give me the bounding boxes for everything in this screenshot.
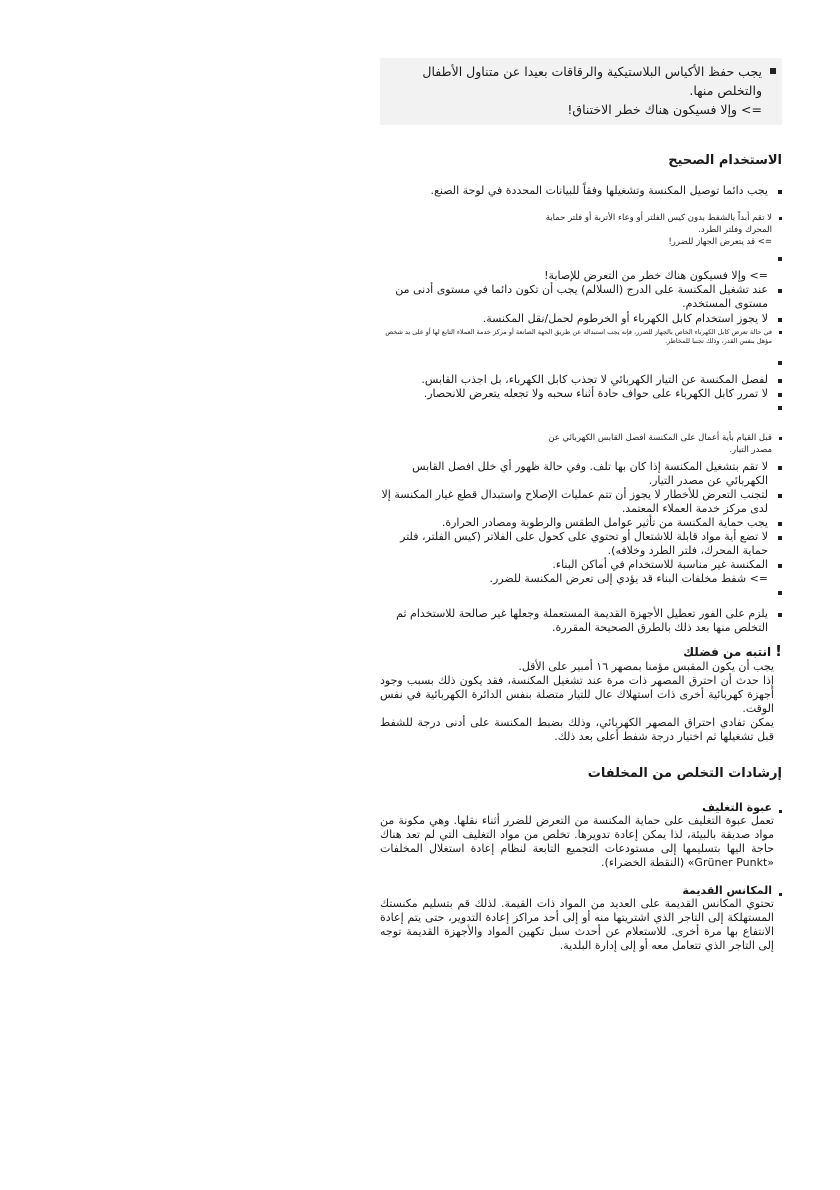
item-text: لفصل المكنسة عن التيار الكهربائي لا تجذب كابل الكهرباء، بل اجذب القابس. xyxy=(421,373,768,386)
item-text: لتجنب التعرض للأخطار لا يجوز أن تتم عمليات الإصلاح واستبدال قطع غيار المكنسة إلا لدى مركز خدمة العملاء المعتمد. xyxy=(381,488,768,515)
bullet-dot-icon xyxy=(779,810,782,813)
bullet-square-icon xyxy=(778,564,782,568)
attention-paragraph: يمكن تفادي احتراق المصهر الكهربائي، وذلك بضبط المكنسة على أدنى درجة للشفط قبل تشغيلها ثم اختيار درجة شفط أعلى بعد ذلك. xyxy=(380,716,774,743)
bullet-square-icon xyxy=(779,217,782,220)
list-item xyxy=(380,328,782,346)
item-text: => قد يتعرض الجهاز للضرر! xyxy=(668,237,772,247)
bullet-square-icon xyxy=(778,591,782,595)
list-item-empty xyxy=(380,588,782,599)
list-item xyxy=(380,488,782,516)
bullet-square-icon xyxy=(778,494,782,498)
list-item xyxy=(380,212,782,248)
bullet-square-icon xyxy=(779,331,782,334)
list-item xyxy=(380,387,782,401)
bullet-square-icon xyxy=(778,289,782,293)
list-item xyxy=(380,530,782,558)
list-item-empty xyxy=(380,254,782,265)
item-text: لا تقم أبداً بالشفط بدون كيس الفلتر أو وعاء الأتربة أو فلتر حماية xyxy=(545,213,772,223)
item-text: لا يجوز استخدام كابل الكهرباء أو الخرطوم لحمل/نقل المكنسة. xyxy=(482,312,768,325)
bullet-square-icon xyxy=(779,437,782,440)
item-text: يلزم على الفور تعطيل الأجهزة القديمة المستعملة وجعلها غير صالحة للاستخدام ثم التخلص منها بعد ذلك بالطرق الصحيحة المقررة. xyxy=(396,607,768,634)
bullet-square-icon xyxy=(778,257,782,261)
item-text: في حالة تعرض كابل الكهرباء الخاص بالجهاز للضرر، فإنه يجب استبداله عن طريق الجهة الصانعة أو مركز خدمة العملاء التابع لها أو على يد شخص مؤهل بنفس القدر، وذلك تجنبا للمخاطر. xyxy=(385,328,772,345)
packaging-title: عبوة التغليف xyxy=(702,801,772,814)
section-title-disposal: إرشادات التخلص من المخلفات xyxy=(587,766,782,781)
attention-paragraph: يجب أن يكون المقبس مؤمنا بمصهر ١٦ أمبير على الأقل. xyxy=(518,660,774,673)
attention-paragraph: إذا حدث أن احترق المصهر ذات مرة عند تشغيل المكنسة، فقد يكون ذلك بسبب وجود أجهزة كهربائية أخرى ذات استهلاك عال للتيار متصلة بنفس الدائرة الكهربائية في نفس الوقت. xyxy=(380,674,774,715)
bullet-dot-icon xyxy=(779,893,782,896)
consequence-text: => وإلا فسيكون هناك خطر من التعرض للإصابة! xyxy=(544,269,768,282)
exclamation-icon: ! xyxy=(775,642,782,660)
attention-heading xyxy=(380,643,782,660)
list-item xyxy=(380,460,782,488)
old-appliances-paragraph: تحتوي المكانس القديمة على العديد من المواد ذات القيمة. لذلك قم بتسليم مكنستك المستهلكة إلى التاجر الذي اشتريتها منه أو إلى أحد مراكز إعادة التدوير، حتى يتم إعادة الانتفاع بها مرة أخرى. للاستعلام عن أحدث سبل تكهين المواد والأجهزة القديمة توجه إلى التاجر الذي تتعامل معه أو إلى إدارة البلدية. xyxy=(380,897,774,952)
packaging-paragraph: تعمل عبوة التغليف على حماية المكنسة من التعرض للضرر أثناء نقلها. وهي مكونة من مواد صديقة بالبيئة، لذا يمكن إعادة تدويرها. تخلص من مواد التغليف التي لم تعد هناك حاجة اليها بتسليمها إلى مستودعات التجميع التابعة لنظام إعادة استغلال المخلفات «Grüner Punkt» (النقطة الخضراء). xyxy=(380,814,774,869)
packaging-heading xyxy=(380,801,782,814)
bullet-square-icon xyxy=(778,318,782,322)
warning-line: والتخلص منها. xyxy=(689,83,762,98)
attention-title: انتبه من فضلك xyxy=(683,645,772,659)
item-text: يجب حماية المكنسة من تأثير عوامل الطقس والرطوبة ومصادر الحرارة. xyxy=(441,516,768,529)
item-text: لا تقم بتشغيل المكنسة إذا كان بها تلف. وفي حالة ظهور أي خلل افصل القابس الكهربائي عن مصدر التيار. xyxy=(412,460,768,487)
list-item-empty xyxy=(380,358,782,369)
item-text: قبل القيام بأية أعمال على المكنسة افصل القابس الكهربائي عن xyxy=(548,433,772,443)
list-item xyxy=(380,607,782,635)
list-item xyxy=(380,516,782,530)
bullet-square-icon xyxy=(778,190,782,194)
list-item xyxy=(380,373,782,387)
list-item-empty xyxy=(380,403,782,414)
item-text: المحرك وفلتر الطرد. xyxy=(698,225,772,235)
item-text: عند تشغيل المكنسة على الدرج (السلالم) يجب أن تكون دائما في مستوى أدنى من مستوى المستخدم. xyxy=(395,283,768,310)
bullet-square-icon xyxy=(778,361,782,365)
bullet-square-icon xyxy=(770,68,776,74)
warning-line: => وإلا فسيكون هناك خطر الاختناق! xyxy=(567,102,762,117)
bullet-square-icon xyxy=(778,393,782,397)
list-item xyxy=(380,184,782,198)
bullet-square-icon xyxy=(778,522,782,526)
old-appliances-heading xyxy=(380,884,782,897)
bullet-square-icon xyxy=(778,613,782,617)
old-appliances-title: المكانس القديمة xyxy=(682,884,772,897)
item-text: مصدر التيار. xyxy=(729,445,772,455)
manual-page xyxy=(380,58,782,953)
warning-line: يجب حفظ الأكياس البلاستيكية والرقاقات بعيدا عن متناول الأطفال xyxy=(422,64,762,79)
item-text: يجب دائما توصيل المكنسة وتشغيلها وفقاً للبيانات المحددة في لوحة الصنع. xyxy=(430,184,768,197)
item-text: لا تمرر كابل الكهرباء على حواف حادة أثناء سحبه ولا تجعله يتعرض للانحصار. xyxy=(423,387,768,400)
item-text: => شفط مخلفات البناء قد يؤدي إلى تعرض المكنسة للضرر. xyxy=(489,572,768,585)
list-item xyxy=(380,283,782,311)
warning-bullet xyxy=(386,62,776,119)
item-text: المكنسة غير مناسبة للاستخدام في أماكن البناء. xyxy=(552,558,768,571)
section-title-correct-use: الاستخدام الصحيح xyxy=(668,153,782,168)
bullet-square-icon xyxy=(778,466,782,470)
bullet-square-icon xyxy=(778,536,782,540)
plastic-bag-warning-box xyxy=(380,58,782,125)
list-item xyxy=(380,558,782,586)
bullet-square-icon xyxy=(778,379,782,383)
bullet-square-icon xyxy=(778,406,782,410)
item-text: لا تضع أية مواد قابلة للاشتعال أو تحتوي على كحول على الفلاتر (كيس الفلتر، فلتر حماية المحرك، فلتر الطرد وخلافه). xyxy=(400,530,768,557)
list-item xyxy=(380,432,782,456)
list-item xyxy=(380,312,782,326)
